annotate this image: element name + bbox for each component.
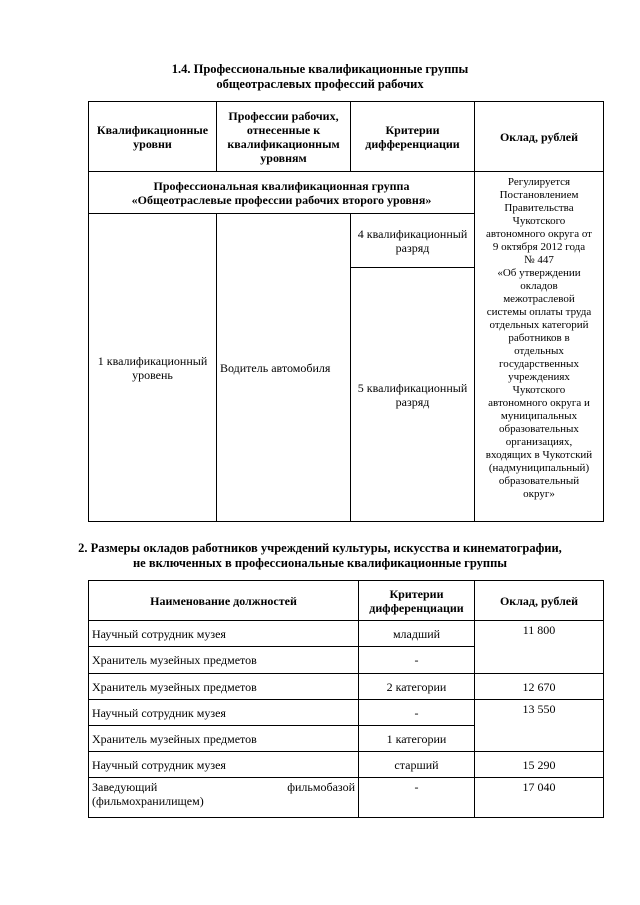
group-title-line2: «Общеотраслевые профессии рабочих второго уровня» — [131, 192, 432, 207]
table-header-row — [89, 581, 604, 621]
header-salary: Оклад, рублей — [475, 102, 604, 172]
criteria-value: - — [359, 647, 475, 674]
header-criteria: Критерии дифференциации — [351, 102, 475, 172]
grade-4: 4 квалификационный разряд — [351, 214, 475, 268]
criteria-value: 2 категории — [359, 674, 475, 700]
criteria-value: 1 категории — [359, 726, 475, 752]
group-title — [89, 172, 475, 214]
salary-value: 15 290 — [475, 752, 604, 778]
qualification-level: 1 квалификационный уровень — [89, 214, 217, 522]
header-professions: Профессии рабочих, отнесенные к квалификационным уровням — [217, 102, 351, 172]
header-level: Квалификационные уровни — [89, 102, 217, 172]
position-name: Хранитель музейных предметов — [89, 726, 359, 752]
culture-salaries-table — [88, 580, 604, 818]
table-row — [89, 700, 604, 726]
salary-regulation-note: Регулируется Постановлением Правительства Чукотского автономного округа от 9 октября 2012 года № 447 «Об утверждении окладов межотраслевой системы оплаты труда отдельных категорий работников в отдельных государственных учреждениях Чукотского автономного округа и муниципальных образовательных организациях, входящих в Чукотский (надмуниципальный) образовательный округ» — [475, 172, 604, 522]
header-position: Наименование должностей — [89, 581, 359, 621]
criteria-value: младший — [359, 621, 475, 647]
criteria-value: старший — [359, 752, 475, 778]
table-header-row — [89, 102, 604, 172]
group-title-row — [89, 172, 604, 214]
section1-title-line1: 1.4. Профессиональные квалификационные группы — [171, 62, 469, 76]
salary-value: 17 040 — [475, 778, 604, 818]
table-row — [89, 778, 604, 818]
criteria-value: - — [359, 778, 475, 818]
section1-title-line2: общеотраслевых профессий рабочих — [216, 77, 424, 91]
header-criteria: Критерии дифференциации — [359, 581, 475, 621]
salary-value: 11 800 — [475, 621, 604, 674]
position-name: Хранитель музейных предметов — [89, 674, 359, 700]
qualification-groups-table — [88, 101, 604, 522]
section1-title — [0, 62, 640, 92]
section2-title-line2: не включенных в профессиональные квалификационные группы — [132, 556, 508, 570]
position-name: Научный сотрудник музея — [89, 621, 359, 647]
profession-name: Водитель автомобиля — [217, 214, 351, 522]
position-name: Заведующий фильмобазой (фильмохранилищем) — [89, 778, 359, 818]
header-salary: Оклад, рублей — [475, 581, 604, 621]
group-title-line1: Профессиональная квалификационная группа — [153, 178, 410, 193]
section2-title-line1: 2. Размеры окладов работников учреждений культуры, искусства и кинематографии, — [78, 541, 562, 555]
section2-title — [0, 541, 640, 571]
position-name: Хранитель музейных предметов — [89, 647, 359, 674]
table-row — [89, 674, 604, 700]
salary-value: 12 670 — [475, 674, 604, 700]
table-row — [89, 621, 604, 647]
criteria-value: - — [359, 700, 475, 726]
salary-value: 13 550 — [475, 700, 604, 752]
position-name: Научный сотрудник музея — [89, 700, 359, 726]
table-row — [89, 752, 604, 778]
position-name: Научный сотрудник музея — [89, 752, 359, 778]
grade-5: 5 квалификационный разряд — [351, 268, 475, 522]
